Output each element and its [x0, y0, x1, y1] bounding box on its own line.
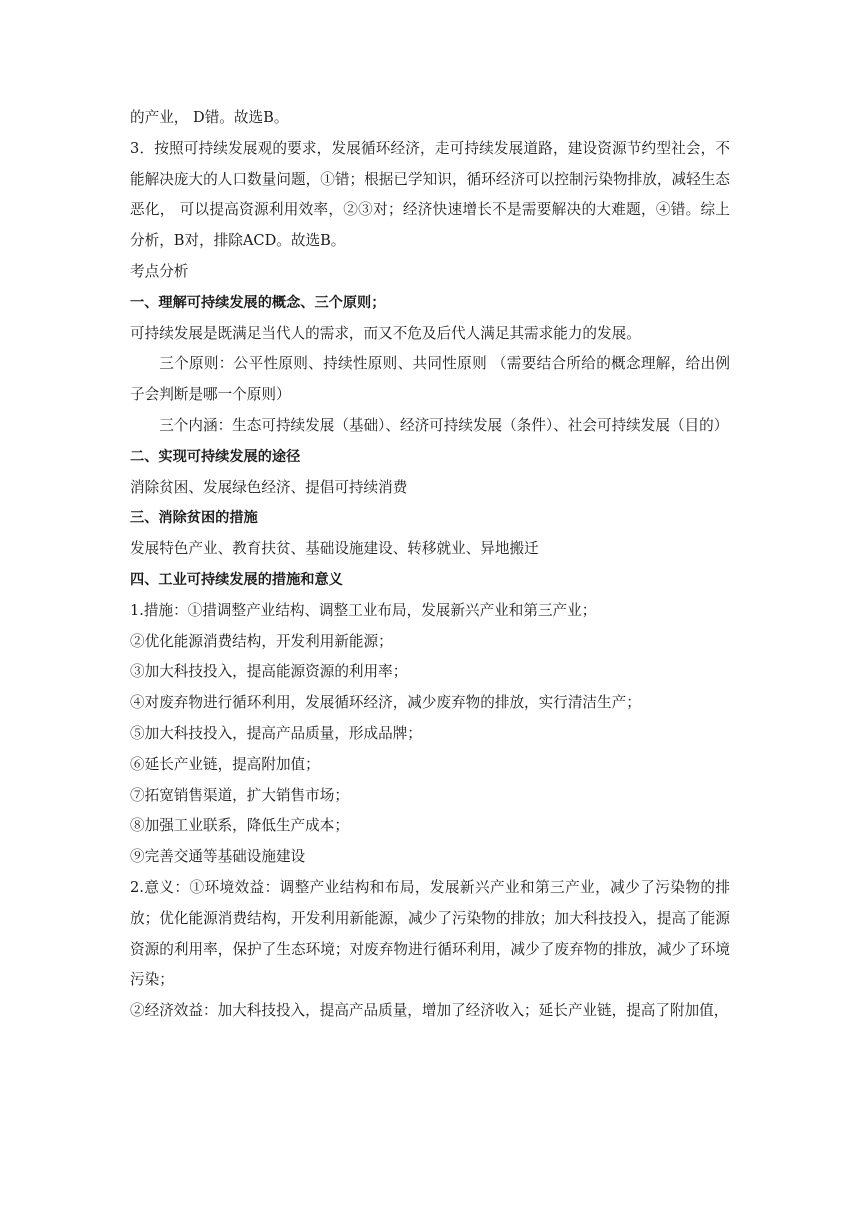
- answer-3: 3．按照可持续发展观的要求，发展循环经济，走可持续发展道路，建设资源节约型社会，不能解决庞大的人口数量问题，①错；根据已学知识，循环经济可以控制污染物排放，减轻生态恶化， 可以提高资源利用效率，②③对；经济快速增长不是需要解决的大难题，④错。综上分析，B对，排除ACD。故选B。: [130, 139, 730, 250]
- connotations-text: 三个内涵：生态可持续发展（基础）、经济可持续发展（条件）、社会可持续发展（目的）: [159, 416, 729, 434]
- measure-1: 1.措施：①措调整产业结构、调整工业布局，发展新兴产业和第三产业；: [130, 601, 597, 619]
- section-label: 考点分析: [130, 262, 189, 280]
- measure-4: ④对废弃物进行循环利用，发展循环经济，减少废弃物的排放，实行清洁生产；: [130, 694, 641, 712]
- principles-text: 三个原则：公平性原则、持续性原则、共同性原则 （需要结合所给的概念理解，给出例子会判断是哪一个原则）: [130, 355, 730, 404]
- heading-4: 四、工业可持续发展的措施和意义: [130, 571, 343, 588]
- measure-5: ⑤加大科技投入，提高产品质量，形成品牌；: [130, 724, 422, 742]
- heading-2: 二、实现可持续发展的途径: [130, 448, 301, 465]
- definition-text: 可持续发展是既满足当代人的需求，而又不危及后代人满足其需求能力的发展。: [130, 324, 641, 342]
- heading-1: 一、理解可持续发展的概念、三个原则；: [130, 294, 386, 311]
- approaches-text: 消除贫困、发展绿色经济、提倡可持续消费: [130, 478, 408, 496]
- significance-economic: ②经济效益：加大科技投入，提高产品质量，增加了经济收入；延长产业链，提高了附加值，: [130, 1002, 729, 1020]
- measure-8: ⑧加强工业联系，降低生产成本；: [130, 817, 349, 835]
- measure-6: ⑥延长产业链，提高附加值；: [130, 755, 320, 773]
- measure-3: ③加大科技投入，提高能源资源的利用率；: [130, 663, 408, 681]
- poverty-measures-text: 发展特色产业、教育扶贫、基础设施建设、转移就业、异地搬迁: [130, 540, 539, 558]
- measure-2: ②优化能源消费结构，开发利用新能源；: [130, 632, 393, 650]
- answer-tail: 的产业， D错。故选B。: [130, 109, 289, 126]
- heading-3: 三、消除贫困的措施: [130, 510, 258, 527]
- significance-environment: 2.意义：①环境效益：调整产业结构和布局，发展新兴产业和第三产业，减少了污染物的排放；优化能源消费结构，开发利用新能源，减少了污染物的排放；加大科技投入，提高了能源资源的利用率，保护了生态环境；对废弃物进行循环利用，减少了废弃物的排放，减少了环境污染；: [130, 878, 730, 989]
- measure-9: ⑨完善交通等基础设施建设: [130, 848, 306, 866]
- measure-7: ⑦拓宽销售渠道，扩大销售市场；: [130, 786, 349, 804]
- document-page: [130, 103, 730, 1027]
